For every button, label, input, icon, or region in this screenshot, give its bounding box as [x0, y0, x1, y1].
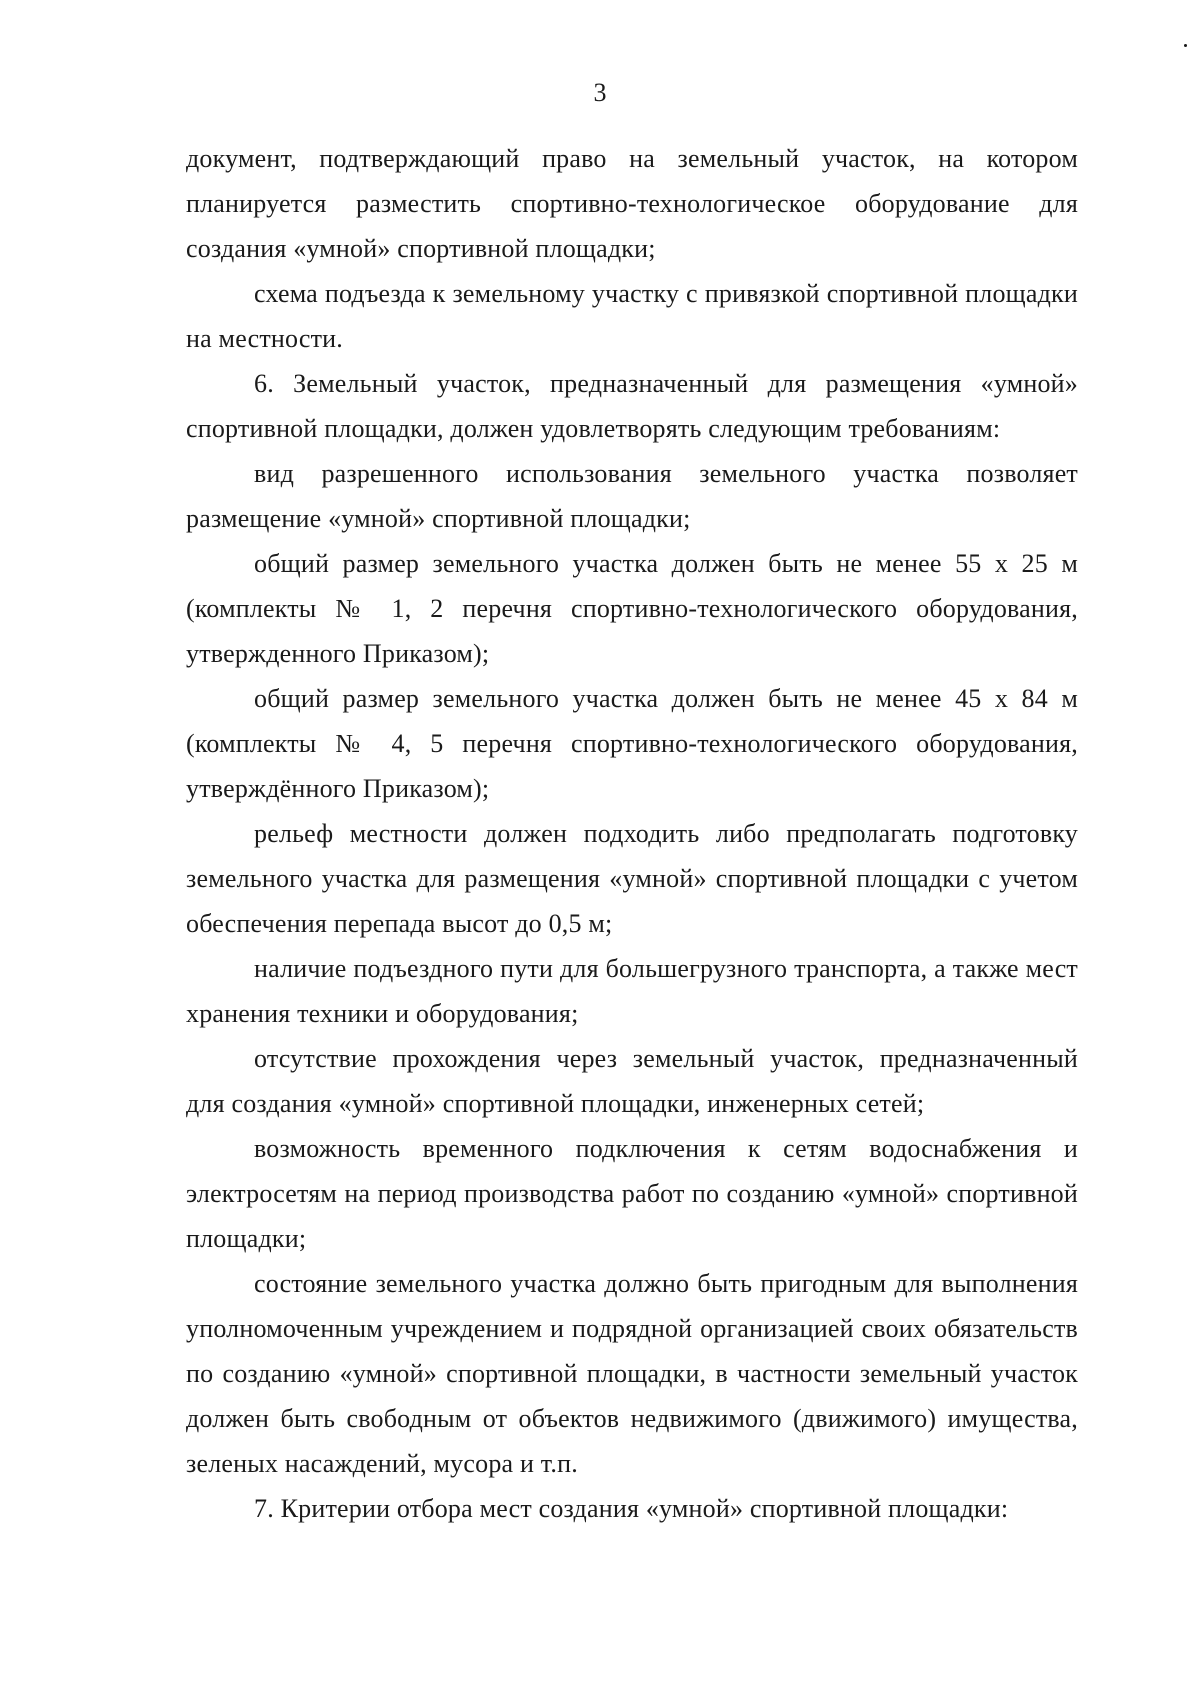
paragraph-size-kits-1-2: общий размер земельного участка должен быть не менее 55 х 25 м (комплекты № 1, 2 перечня спортивно-технологического оборудования, утвержденного Приказом);: [186, 549, 1078, 668]
paragraph-permitted-use: вид разрешенного использования земельного участка позволяет размещение «умной» спортивной площадки;: [186, 459, 1078, 533]
paragraph-no-utility-networks: отсутствие прохождения через земельный участок, предназначенный для создания «умной» спортивной площадки, инженерных сетей;: [186, 1044, 1078, 1118]
page-number: 3: [593, 78, 607, 107]
paragraph-access-road: наличие подъездного пути для большегрузного транспорта, а также мест хранения техники и оборудования;: [186, 954, 1078, 1028]
paragraph-section-7-heading: 7. Критерии отбора мест создания «умной» спортивной площадки:: [254, 1494, 1009, 1523]
paragraph-terrain: рельеф местности должен подходить либо предполагать подготовку земельного участка для размещения «умной» спортивной площадки с учетом обеспечения перепада высот до 0,5 м;: [186, 819, 1078, 938]
document-body: [186, 136, 1078, 1531]
paragraph-site-condition: состояние земельного участка должно быть пригодным для выполнения уполномоченным учреждением и подрядной организацией своих обязательств по созданию «умной» спортивной площадки, в частности земельный участок должен быть свободным от объектов недвижимого (движимого) имущества, зеленых насаждений, мусора и т.п.: [186, 1269, 1078, 1478]
paragraph-size-kits-4-5: общий размер земельного участка должен быть не менее 45 х 84 м (комплекты № 4, 5 перечня спортивно-технологического оборудования, утверждённого Приказом);: [186, 684, 1078, 803]
paragraph-section-6-heading: 6. Земельный участок, предназначенный для размещения «умной» спортивной площадки, должен удовлетворять следующим требованиям:: [186, 369, 1078, 443]
paragraph-temporary-connection: возможность временного подключения к сетям водоснабжения и электросетям на период производства работ по созданию «умной» спортивной площадки;: [186, 1134, 1078, 1253]
paragraph-ownership-document: документ, подтверждающий право на земельный участок, на котором планируется разместить спортивно-технологическое оборудование для создания «умной» спортивной площадки;: [186, 144, 1078, 263]
paragraph-access-scheme: схема подъезда к земельному участку с привязкой спортивной площадки на местности.: [186, 279, 1078, 353]
scan-speck: [1184, 44, 1187, 47]
